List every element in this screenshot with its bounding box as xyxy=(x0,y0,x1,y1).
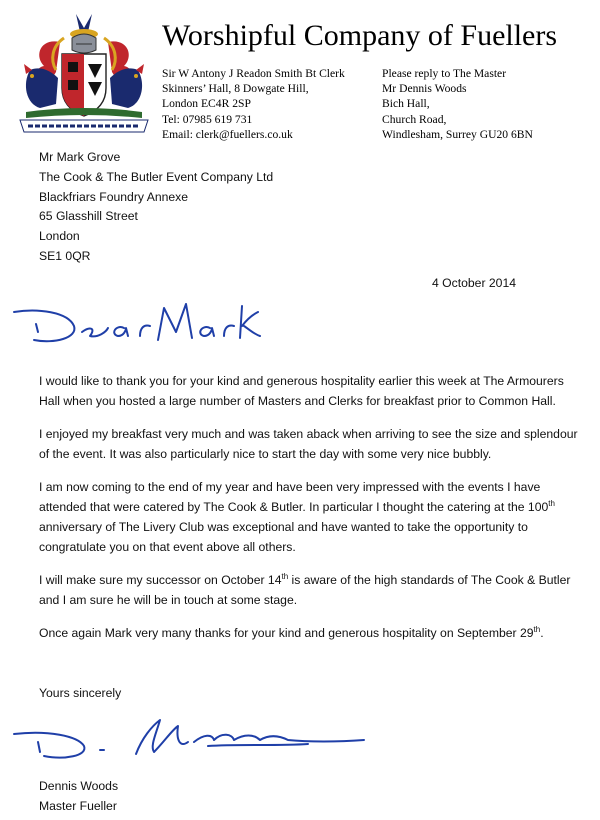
body-paragraph: I enjoyed my breakfast very much and was taken aback when arriving to see the size and splendour of the event. It was also particularly nice to start the day with some very nice bubbly. xyxy=(39,427,578,461)
recipient-company: The Cook & The Butler Event Company Ltd xyxy=(39,169,274,184)
text-run: anniversary of The Livery Club was exceptional and have wanted to take the opportunity to congratulate you on that event above all others. xyxy=(39,519,528,554)
ordinal-suffix: th xyxy=(533,625,541,635)
closing-phrase: Yours sincerely xyxy=(39,686,122,700)
master-line: Church Road, xyxy=(382,112,447,126)
body-paragraph: I would like to thank you for your kind and generous hospitality earlier this week at The Armourers Hall when you hosted a large number of Masters and Clerks for breakfast prior to Common Hall. xyxy=(39,374,564,408)
clerk-line: Skinners’ Hall, 8 Dowgate Hill, xyxy=(162,82,309,96)
recipient-postcode: SE1 0QR xyxy=(39,248,91,263)
clerk-line: London EC4R 2SP xyxy=(162,97,251,111)
text-run: . xyxy=(540,626,544,641)
text-run: I will make sure my successor on October 14 xyxy=(39,573,282,588)
clerk-phone: Tel: 07985 619 731 xyxy=(162,112,253,126)
coat-of-arms-logo xyxy=(16,8,152,136)
clerk-line: Sir W Antony J Readon Smith Bt Clerk xyxy=(162,67,345,80)
handwritten-signature xyxy=(8,712,368,766)
ordinal-suffix: th xyxy=(548,499,555,509)
text-run: Once again Mark very many thanks for your kind and generous hospitality on September 29 xyxy=(39,626,534,641)
master-line: Bich Hall, xyxy=(382,97,430,111)
recipient-line: London xyxy=(39,229,80,244)
handwritten-salutation xyxy=(8,282,268,356)
master-line: Mr Dennis Woods xyxy=(382,82,467,96)
recipient-line: 65 Glasshill Street xyxy=(39,209,138,224)
clerk-email: Email: clerk@fuellers.co.uk xyxy=(162,127,293,141)
signer-title: Master Fueller xyxy=(39,798,117,813)
master-address-block xyxy=(382,66,597,142)
recipient-line: Blackfriars Foundry Annexe xyxy=(39,189,189,204)
recipient-address xyxy=(39,148,273,267)
master-line: Windlesham, Surrey GU20 6BN xyxy=(382,127,533,141)
clerk-address-block xyxy=(162,66,377,142)
text-run: I am now coming to the end of my year and have been very impressed with the events I have attended that were catered by The Cook & Butler. In particular I thought the catering at the 100 xyxy=(39,480,549,515)
signer-name: Dennis Woods xyxy=(39,779,119,793)
text-run: is aware of the high standards of The Cook & Butler and I am sure he will be in touch at some stage. xyxy=(39,573,571,607)
letter-date: 4 October 2014 xyxy=(432,276,517,290)
body-paragraph xyxy=(39,571,587,611)
organisation-name: Worshipful Company of Fuellers xyxy=(162,19,558,52)
master-line: Please reply to The Master xyxy=(382,67,507,80)
body-paragraph xyxy=(39,624,587,644)
signer-block xyxy=(39,777,118,816)
letter-body xyxy=(39,372,587,658)
ordinal-suffix: th xyxy=(281,572,289,582)
body-paragraph xyxy=(39,478,587,557)
recipient-name: Mr Mark Grove xyxy=(39,150,121,164)
